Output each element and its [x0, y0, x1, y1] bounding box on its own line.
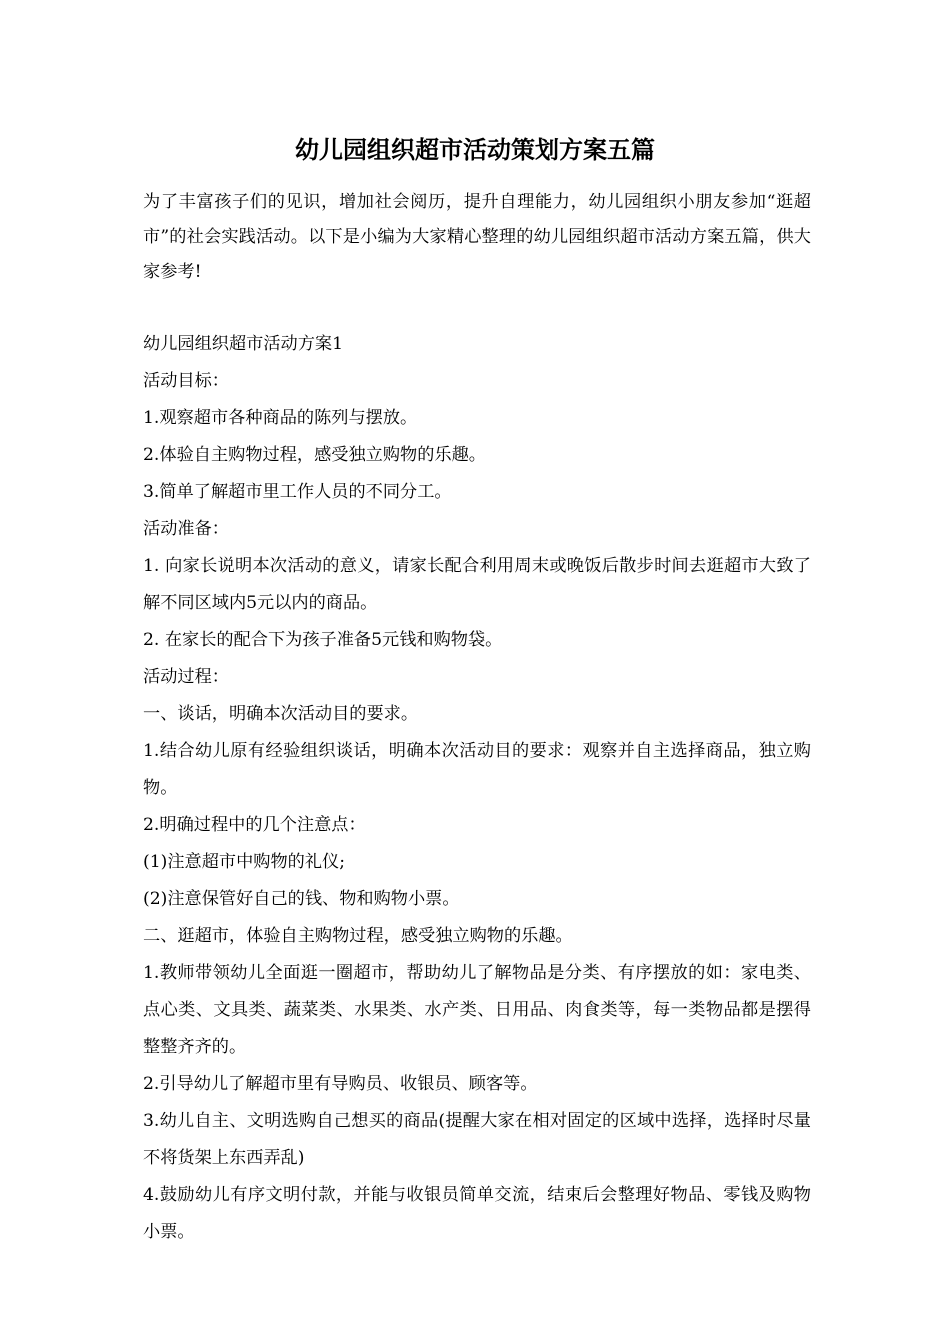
paragraph: 二、逛超市，体验自主购物过程，感受独立购物的乐趣。: [143, 926, 573, 946]
intro-paragraph: 为了丰富孩子们的见识，增加社会阅历，提升自理能力，幼儿园组织小朋友参加“逛超市”的社会实践活动。以下是小编为大家精心整理的幼儿园组织超市活动方案五篇，供大家参考!: [143, 192, 811, 282]
paragraph: 4.鼓励幼儿有序文明付款，并能与收银员简单交流，结束后会整理好物品、零钱及购物小票。: [143, 1185, 811, 1242]
section-heading: 幼儿园组织超市活动方案1: [143, 334, 343, 354]
document-title: 幼儿园组织超市活动策划方案五篇: [295, 135, 655, 164]
paragraph: (2)注意保管好自己的钱、物和购物小票。: [143, 889, 460, 909]
paragraph: 活动目标：: [143, 371, 229, 391]
paragraph: 3.简单了解超市里工作人员的不同分工。: [143, 482, 452, 502]
paragraph: 3.幼儿自主、文明选购自己想买的商品(提醒大家在相对固定的区域中选择，选择时尽量不将货架上东西弄乱): [143, 1111, 811, 1168]
paragraph: 2.引导幼儿了解超市里有导购员、收银员、顾客等。: [143, 1074, 538, 1094]
paragraph: 1.结合幼儿原有经验组织谈话，明确本次活动目的要求：观察并自主选择商品，独立购物。: [143, 741, 811, 798]
paragraph: 1.教师带领幼儿全面逛一圈超市，帮助幼儿了解物品是分类、有序摆放的如：家电类、点心类、文具类、蔬菜类、水果类、水产类、日用品、肉食类等，每一类物品都是摆得整整齐齐的。: [143, 963, 811, 1057]
paragraph: 1.观察超市各种商品的陈列与摆放。: [143, 408, 418, 428]
paragraph: 1. 向家长说明本次活动的意义，请家长配合利用周末或晚饭后散步时间去逛超市大致了解不同区域内5元以内的商品。: [143, 556, 811, 613]
paragraph: 活动准备：: [143, 519, 229, 539]
paragraph: (1)注意超市中购物的礼仪;: [143, 852, 346, 872]
paragraph: 2.体验自主购物过程，感受独立购物的乐趣。: [143, 445, 486, 465]
document-body: [143, 185, 811, 1251]
paragraph: 一、谈话，明确本次活动目的要求。: [143, 704, 419, 724]
body-paragraphs: [143, 326, 811, 1251]
paragraph: 2.明确过程中的几个注意点：: [143, 815, 366, 835]
paragraph: 2. 在家长的配合下为孩子准备5元钱和购物袋。: [143, 630, 503, 650]
paragraph: 活动过程：: [143, 667, 229, 687]
